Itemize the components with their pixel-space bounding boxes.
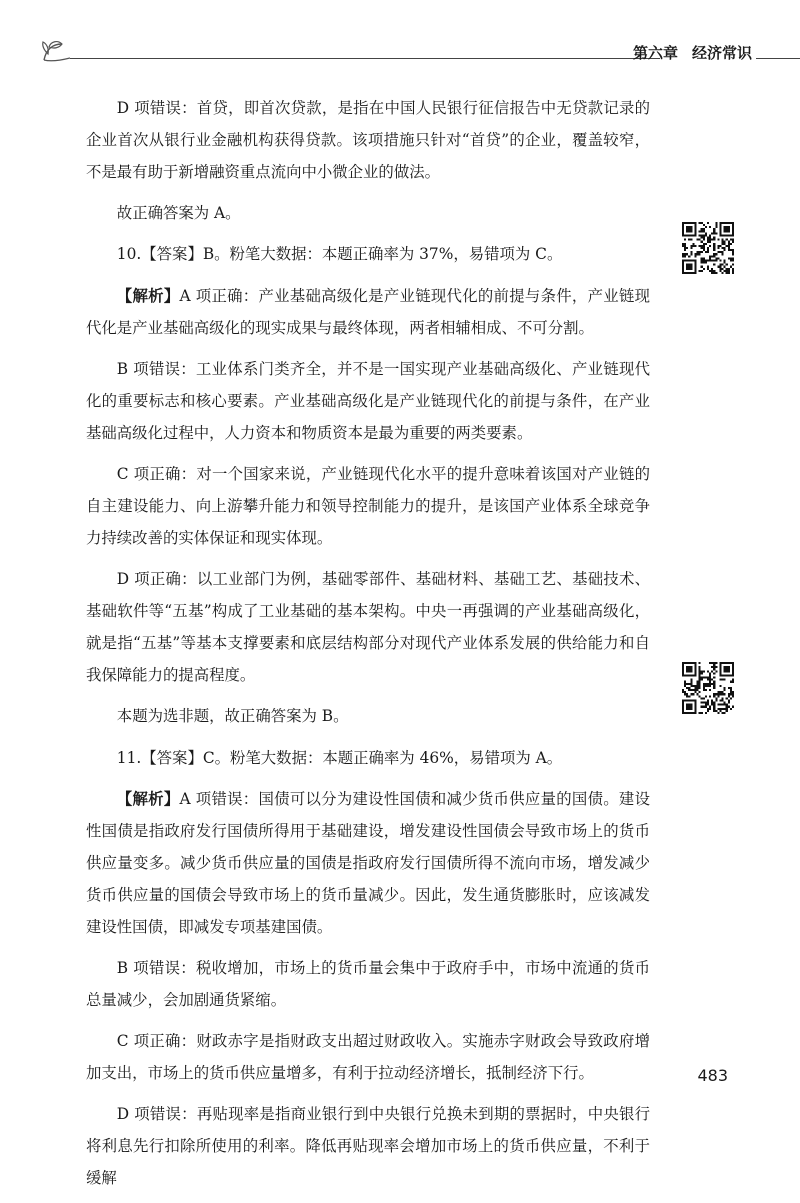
chapter-title — [633, 42, 752, 63]
paragraph: C 项正确：对一个国家来说，产业链现代化水平的提升意味着该国对产业链的自主建设能力、向上游攀升能力和领导控制能力的提升，是该国产业体系全球竞争力持续改善的实体保证和现实体现。 — [86, 464, 650, 547]
paragraph: D 项错误：首贷，即首次贷款，是指在中国人民银行征信报告中无贷款记录的企业首次从银行业金融机构获得贷款。该项措施只针对“首贷”的企业，覆盖较窄，不是最有助于新增融资重点流向中小微企业的做法。 — [86, 99, 650, 181]
analysis-tag: 【解析】 — [116, 789, 180, 808]
answer-line: 11.【答案】C。粉笔大数据：本题正确率为 46%，易错项为 A。 — [116, 748, 563, 767]
analysis-text: A 项正确：产业基础高级化是产业链现代化的前提与条件，产业链现代化是产业基础高级化的现实成果与最终体现，两者相辅相成、不可分割。 — [86, 286, 650, 337]
qr-code-icon[interactable] — [682, 222, 734, 274]
analysis-text: A 项错误：国债可以分为建设性国债和减少货币供应量的国债。建设性国债是指政府发行国债所得用于基础建设，增发建设性国债会导致市场上的货币供应量变多。减少货币供应量的国债是指政府发行国债所得不流向市场，增发减少货币供应量的国债会导致市场上的货币量减少。因此，发生通货膨胀时，应该减发建设性国债，即减发专项基建国债。 — [86, 789, 650, 936]
paragraph: D 项正确：以工业部门为例，基础零部件、基础材料、基础工艺、基础技术、基础软件等“五基”构成了工业基础的基本架构。中央一再强调的产业基础高级化，就是指“五基”等基本支撑要素和底层结构部分对现代产业体系发展的供给能力和自我保障能力的提高程度。 — [86, 570, 650, 685]
chapter-number: 第六章 — [632, 44, 678, 62]
page-body — [86, 92, 650, 1203]
page-header — [40, 38, 800, 68]
header-rule — [70, 58, 660, 59]
paragraph: 故正确答案为 A。 — [116, 204, 241, 223]
page-number: 483 — [697, 1066, 728, 1085]
analysis-tag: 【解析】 — [116, 286, 180, 305]
paragraph: D 项错误：再贴现率是指商业银行到中央银行兑换未到期的票据时，中央银行将利息先行扣除所使用的利率。降低再贴现率会增加市场上的货币供应量，不利于缓解 — [86, 1105, 650, 1188]
paragraph: C 项正确：财政赤字是指财政支出超过财政收入。实施赤字财政会导致政府增加支出，市场上的货币供应量增多，有利于拉动经济增长，抵制经济下行。 — [86, 1032, 650, 1083]
paragraph: 本题为选非题，故正确答案为 B。 — [116, 707, 349, 726]
paragraph: B 项错误：工业体系门类齐全，并不是一国实现产业基础高级化、产业链现代化的重要标志和核心要素。产业基础高级化是产业链现代化的前提与条件，在产业基础高级化过程中，人力资本和物质资本是最为重要的两类要素。 — [86, 359, 650, 442]
analysis-paragraph — [86, 280, 650, 344]
chapter-name: 经济常识 — [691, 44, 752, 62]
analysis-paragraph — [86, 783, 650, 943]
leaf-sprout-icon — [40, 38, 74, 66]
qr-code-icon[interactable] — [682, 662, 734, 714]
header-rule-tail — [756, 58, 800, 59]
answer-line: 10.【答案】B。粉笔大数据：本题正确率为 37%，易错项为 C。 — [116, 245, 563, 264]
paragraph: B 项错误：税收增加，市场上的货币量会集中于政府手中，市场中流通的货币总量减少，会加剧通货紧缩。 — [86, 958, 650, 1009]
